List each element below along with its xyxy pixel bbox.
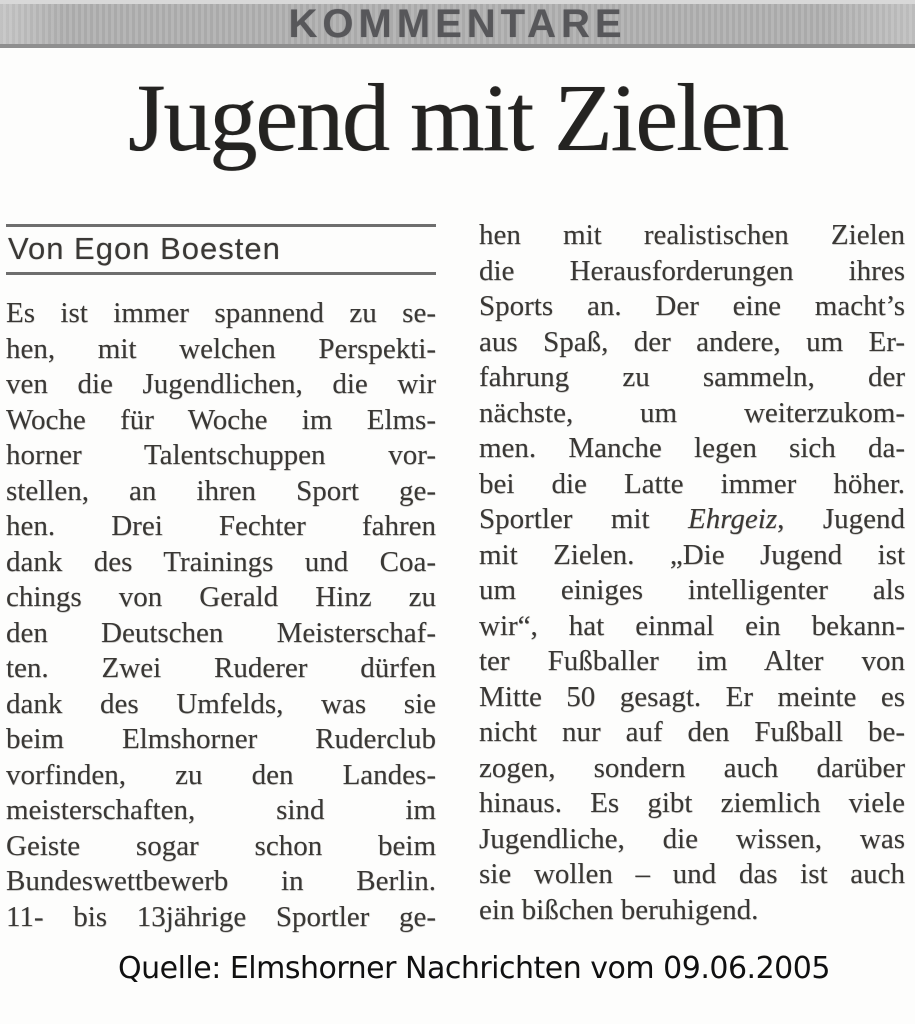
text-line: meisterschaften, sind im [6, 794, 436, 826]
column-left [6, 218, 436, 935]
text-line: Es ist immer spannend zu se- [6, 297, 436, 329]
text-line: ven die Jugendlichen, die wir [6, 368, 436, 400]
text-line: ten. Zwei Ruderer dürfen [6, 652, 436, 684]
text-line: Geiste sogar schon beim [6, 829, 436, 862]
text-line: 11- bis 13jährige Sportler ge- [6, 900, 436, 933]
source-caption [0, 951, 915, 987]
text-line: Bundeswettbewerb in Berlin. [6, 865, 436, 897]
text-line: ein bißchen beruhigend. [479, 893, 759, 926]
column-gutter [436, 218, 479, 935]
text-line: beim Elmshorner Ruderclub [6, 723, 436, 755]
source-caption-text: Quelle: Elmshorner Nachrichten vom 09.06.2005 [118, 951, 830, 986]
text-line: hen, mit welchen Perspekti- [6, 332, 436, 365]
text-line: stellen, an ihren Sport ge- [6, 474, 436, 507]
text-line: ter Fußballer im Alter von [479, 645, 905, 677]
text-line: hen mit realistischen Zielen [479, 219, 905, 251]
column-right [479, 218, 905, 935]
text-line: Jugendliche, die wissen, was [479, 822, 905, 855]
text-line: chings von Gerald Hinz zu [6, 581, 436, 613]
text-line: hinaus. Es gibt ziemlich viele [479, 787, 905, 819]
text-line: dank des Umfelds, was sie [6, 687, 436, 720]
section-banner [0, 0, 915, 48]
text-line: Woche für Woche im Elms- [6, 403, 436, 436]
text-line: dank des Trainings und Coa- [6, 545, 436, 578]
text-line: nächste, um weiterzukom- [479, 396, 905, 429]
text-line: men. Manche legen sich da- [479, 432, 905, 464]
text-line: fahrung zu sammeln, der [479, 361, 905, 393]
text-line: Mitte 50 gesagt. Er meinte es [479, 680, 905, 713]
article-columns [0, 218, 915, 935]
text-line: hen. Drei Fechter fahren [6, 510, 436, 542]
text-line: wir“, hat einmal ein bekann- [479, 609, 905, 642]
text-line: nicht nur auf den Fußball be- [479, 716, 905, 748]
text-line: sie wollen – und das ist auch [479, 858, 905, 890]
column-right-text [479, 218, 905, 928]
text-line: horner Talentschuppen vor- [6, 439, 436, 471]
text-line: Sportler mit Ehrgeiz, Jugend [479, 503, 905, 535]
column-left-text [6, 296, 436, 935]
text-line: den Deutschen Meisterschaf- [6, 616, 436, 649]
text-line: vorfinden, zu den Landes- [6, 758, 436, 791]
text-line: Sports an. Der eine macht’s [479, 290, 905, 322]
text-line: bei die Latte immer höher. [479, 467, 905, 500]
text-line: zogen, sondern auch darüber [479, 751, 905, 784]
text-line: die Herausforderungen ihres [479, 254, 905, 287]
byline [6, 224, 436, 275]
text-line: um einiges intelligenter als [479, 574, 905, 606]
byline-text: Von Egon Boesten [8, 231, 281, 266]
section-banner-label: KOMMENTARE [288, 2, 627, 46]
text-line: aus Spaß, der andere, um Er- [479, 325, 905, 358]
article-headline: Jugend mit Zielen [127, 64, 788, 171]
text-line: mit Zielen. „Die Jugend ist [479, 538, 905, 571]
